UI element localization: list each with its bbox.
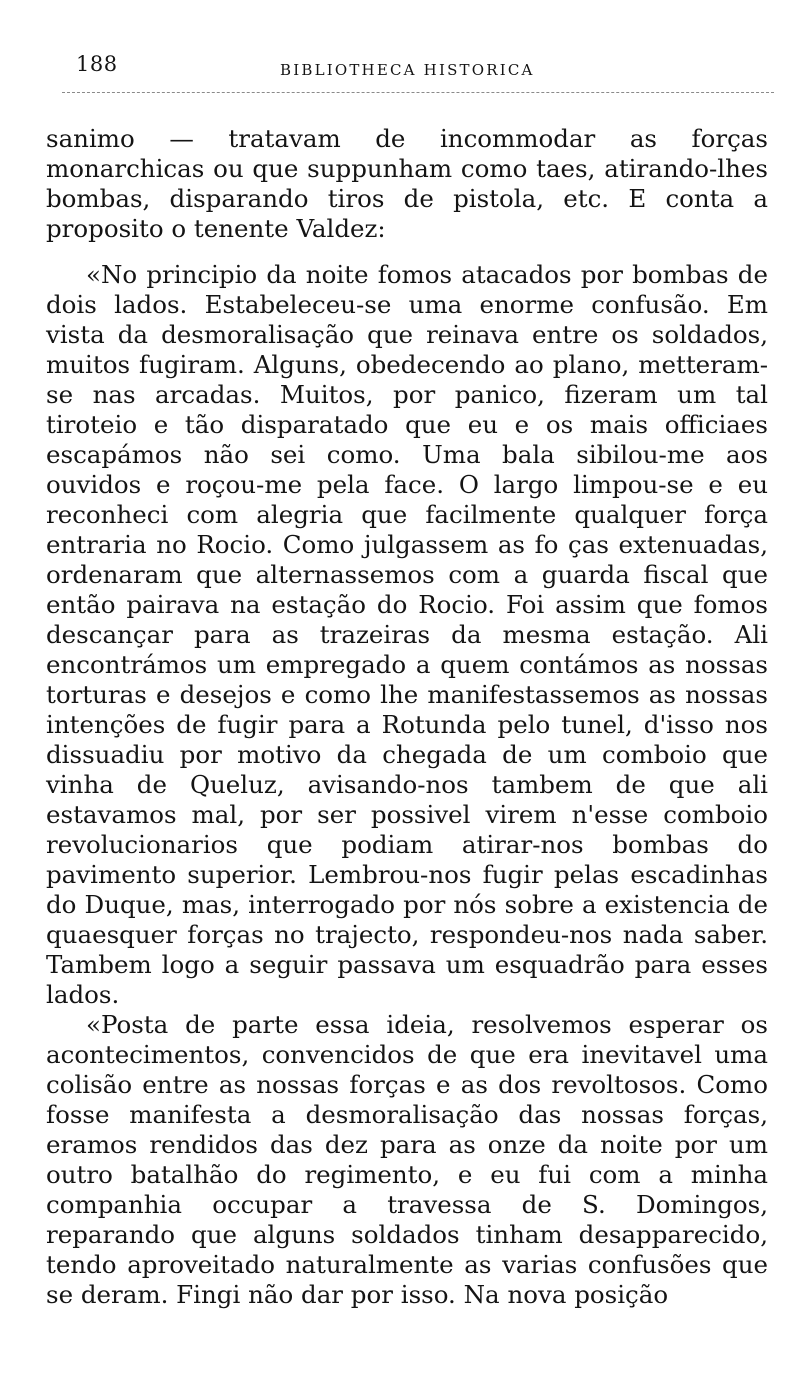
page-number: 188 [76,52,118,76]
page-header [62,52,774,96]
paragraph-continuation: sanimo — tratavam de incommodar as forças monarchicas ou que suppunham como taes, atirando-lhes bombas, disparando tiros de pistola, etc. E conta a proposito o tenente Valdez: [46,124,768,243]
running-title: BIBLIOTHECA HISTORICA [280,61,535,79]
header-rule [62,92,774,93]
body-text [46,124,768,1310]
quoted-paragraph: «No principio da noite fomos atacados por bombas de dois lados. Estabeleceu-se uma enorme confusão. Em vista da desmoralisação que reinava entre os soldados, muitos fugiram. Alguns, obedecendo ao plano, metteram-se nas arcadas. Muitos, por panico, fizeram um tal tiroteio e tão disparatado que eu e os mais officiaes escapámos não sei como. Uma bala sibilou-me aos ouvidos e roçou-me pela face. O largo limpou-se e eu reconheci com alegria que facilmente qualquer força entraria no Rocio. Como julgassem as fo ças extenuadas, ordenaram que alternassemos com a guarda fiscal que então pairava na estação do Rocio. Foi assim que fomos descançar para as trazeiras da mesma estação. Ali encontrámos um empregado a quem contámos as nossas torturas e desejos e como lhe manifestassemos as nossas intenções de fugir para a Rotunda pelo tunel, d'isso nos dissuadiu por motivo da chegada de um comboio que vinha de Queluz, avisando-nos tambem de que ali estavamos mal, por ser possivel virem n'esse comboio revolucionarios que podiam atirar-nos bombas do pavimento superior. Lembrou-nos fugir pelas escadinhas do Duque, mas, interrogado por nós sobre a existencia de quaesquer forças no trajecto, respondeu-nos nada saber. Tambem logo a seguir passava um esquadrão para esses lados. [46,260,768,1009]
quoted-paragraph: «Posta de parte essa ideia, resolvemos esperar os acontecimentos, convencidos de que era inevitavel uma colisão entre as nossas forças e as dos revoltosos. Como fosse manifesta a desmoralisação das nossas forças, eramos rendidos das dez para as onze da noite por um outro batalhão do regimento, e eu fui com a minha companhia occupar a travessa de S. Domingos, reparando que alguns soldados tinham desapparecido, tendo aproveitado naturalmente as varias confusões que se deram. Fingi não dar por isso. Na nova posição [46,1010,768,1309]
